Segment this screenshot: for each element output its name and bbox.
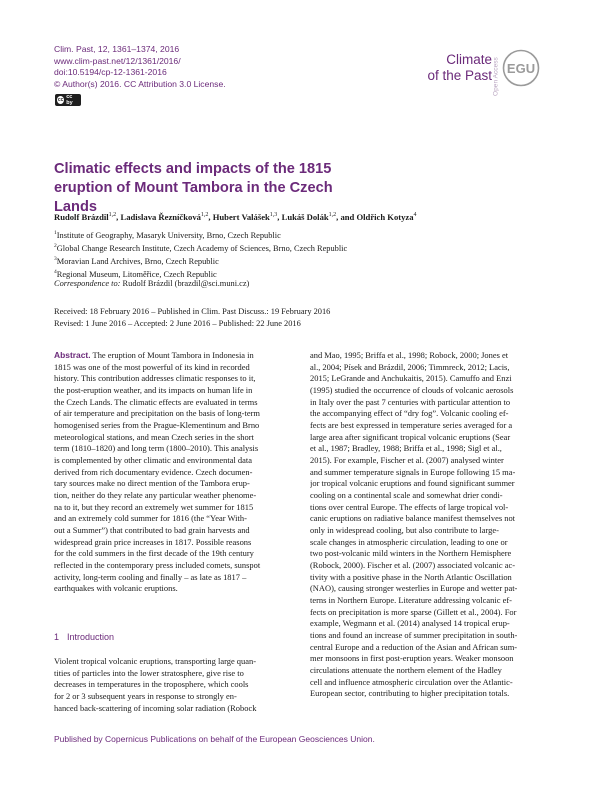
date-line: Received: 18 February 2016 – Published in Clim. Past Discuss.: 19 February 2016 [54, 307, 331, 316]
abstract-line: out a Summer”) that contributed to bad grain harvests and [54, 525, 250, 536]
abstract-line: history. This contribution addresses climatic responses to it, [54, 373, 256, 384]
section-heading [54, 632, 114, 642]
egu-logo-text: EGU [506, 61, 536, 76]
citation: Clim. Past, 12, 1361–1374, 2016 [54, 44, 180, 54]
abstract-label: Abstract. [54, 350, 91, 360]
abstract-line: na to it, but they record an extremely wet summer for 1815 [54, 501, 254, 512]
publication-dates [54, 306, 330, 329]
body-line: al., 2004; Písek and Brázdil, 2006; Timmreck, 2012; Lacis, [310, 361, 510, 372]
body-line: the accompanying effect of “dry fog”. Volcanic cooling ef- [310, 408, 509, 419]
abstract-line: Abstract. The eruption of Mount Tambora in Indonesia in [54, 350, 254, 360]
affiliations [54, 228, 347, 280]
article-url-link[interactable]: www.clim-past.net/12/1361/2016/ [54, 55, 181, 66]
body-line: 2015). For example, Fischer et al. (2007) analysed winter [310, 455, 504, 466]
body-line: cooling on a continental scale and somewhat drier condi- [310, 490, 503, 501]
abstract-line: is complemented by other climatic and environmental data [54, 455, 252, 466]
body-line: et al., 1987; Bradley, 1988; Briffa et al., 1998; Sigl et al., [310, 443, 502, 454]
author[interactable]: Oldřich Kotyza$^4$ [356, 212, 417, 222]
body-line: and summer temperature signals in Europe following 15 ma- [310, 466, 516, 477]
open-access-text: Open Access [492, 57, 500, 96]
affiliation-item: $^2$Global Change Research Institute, Czech Academy of Sciences, Brno, Czech Republic [54, 243, 348, 253]
abstract-line: the Czech Lands. The climatic effects are evaluated in terms [54, 396, 258, 407]
journal-name-line1: Climate [446, 52, 492, 67]
journal-name [427, 52, 492, 83]
abstract-line: and an extremely cold summer for 1816 (the “Year With- [54, 513, 247, 524]
body-line: only in widespread cooling, but also contribute to large- [310, 525, 499, 536]
body-line: decreases in temperatures in the troposphere, which cools [54, 679, 249, 690]
body-line: and Mao, 1995; Briffa et al., 1998; Robock, 2000; Jones et [310, 350, 509, 360]
author[interactable]: Lukáš Dolák$^{1,2}$ [281, 212, 337, 222]
abstract-line: reflected in the contemporary press included comets, sunspot [54, 560, 261, 571]
abstract-line: homogenised series from the Prague-Klementinum and Brno [54, 420, 260, 431]
body-line: (Robock, 2000). Fischer et al. (2007) associated volcanic ac- [310, 560, 516, 571]
body-line: hanced back-scattering of incoming solar radiation (Robock [54, 702, 257, 713]
abstract [54, 350, 297, 595]
body-line: circulations attenuate the northern element of the Hadley [310, 665, 502, 676]
abstract-line: tion, neither do they relate any particular weather phenome- [54, 490, 257, 501]
abstract-line: term (1810–1820) and long term (1800–2010). This analysis [54, 443, 259, 454]
correspondence-label: Correspondence to: [54, 279, 121, 288]
section-title: Introduction [67, 632, 115, 642]
section-number: 1 [54, 632, 60, 642]
abstract-line: tary sources make no direct mention of the Tambora erup- [54, 478, 250, 489]
correspondence-contact[interactable]: Rudolf Brázdil (brazdil@sci.muni.cz) [122, 279, 250, 288]
abstract-line: for the cold summers in the first decade of the 19th century [54, 548, 254, 559]
body-line: Violent tropical volcanic eruptions, transporting large quan- [54, 656, 257, 666]
license-badge-label: cc by [66, 94, 73, 106]
date-line: Revised: 1 June 2016 – Accepted: 2 June 2016 – Published: 22 June 2016 [54, 318, 301, 328]
article-title: Climatic effects and impacts of the 1815 eruption of Mount Tambora in the Czech Lands [54, 161, 333, 215]
author[interactable]: Rudolf Brázdil$^{1,2}$ [54, 212, 117, 222]
body-line: example, Wegmann et al. (2014) analysed 14 tropical erup- [310, 618, 510, 629]
author[interactable]: Hubert Valášek$^{1,3}$ [212, 212, 278, 222]
introduction-text [54, 656, 297, 714]
body-line: scale changes in atmospheric circulation, leading to one or [310, 536, 508, 547]
author-list: Rudolf Brázdil$^{1,2}$, Ladislava Řezníčková$^{1,2}$, Hubert Valášek$^{1,3}$, Lukáš Dolák$^{1,2}$, and Oldřich Kotyza$^4$ [54, 212, 417, 222]
cc-icon: cc [57, 97, 64, 103]
copyright-line: © Author(s) 2016. CC Attribution 3.0 License. [54, 78, 226, 89]
body-line: mer monsoons in first post-eruption years. Weaker monsoon [310, 653, 514, 664]
article-header [54, 44, 226, 90]
correspondence [54, 279, 249, 288]
abstract-line: of air temperature and precipitation on the basis of long-term [54, 408, 260, 419]
body-line: (NAO), causing stronger westerlies in Europe and wetter pat- [310, 583, 518, 594]
body-line: tities of particles into the lower stratosphere, give rise to [54, 667, 244, 678]
body-line: fects on precipitation is more sparse (Gillett et al., 2004). For [310, 606, 517, 617]
body-line: tions and found an increase of summer precipitation in south- [310, 630, 518, 641]
body-line: jor tropical volcanic eruptions and found significant summer [310, 478, 515, 489]
body-line: 2015; LeGrande and Anchukaitis, 2015). Camuffo and Enzi [310, 373, 512, 384]
body-line: tions over central Europe. The effects of large tropical vol- [310, 501, 509, 512]
body-line: cell and influence atmospheric circulation over the Atlantic- [310, 676, 513, 687]
cc-license-badge[interactable] [55, 94, 81, 106]
abstract-line: the post-eruption weather, and its impacts on human life in [54, 385, 253, 396]
body-line: (1995) studied the occurrence of clouds of volcanic aerosols [310, 385, 514, 396]
body-line: in Italy over the past 7 centuries with particular attention to [310, 396, 511, 407]
abstract-line: activity, long-term cooling and finally – as late as 1817 – [54, 571, 247, 582]
abstract-line: widespread grain price increases in 1817. Possible reasons [54, 536, 252, 547]
body-line: central Europe and a reduction of the Asian and African sum- [310, 641, 518, 652]
egu-logo [501, 48, 545, 88]
publisher-footer: Published by Copernicus Publications on behalf of the European Geosciences Union. [54, 734, 375, 744]
body-line: for 2 or 3 subsequent years in response to strongly en- [54, 691, 237, 702]
body-line: tivity with a positive phase in the North Atlantic Oscillation [310, 571, 512, 582]
body-line: terns in Northern Europe. Literature addressing volcanic ef- [310, 595, 512, 606]
affiliation-item: $^3$Moravian Land Archives, Brno, Czech Republic [54, 256, 219, 266]
journal-name-line2: of the Past [427, 67, 492, 83]
body-line: two post-volcanic mild winters in the Northern Hemisphere [310, 548, 512, 559]
body-line: fects are best expressed in temperature series averaged for a [310, 420, 513, 431]
abstract-line: 1815 was one of the most powerful of its kind in recorded [54, 361, 250, 372]
abstract-line: meteorological stations, and mean Czech series in the short [54, 431, 254, 442]
author[interactable]: Ladislava Řezníčková$^{1,2}$ [120, 212, 209, 222]
body-line: large area after significant tropical volcanic eruptions (Sear [310, 431, 511, 442]
affiliation-item: $^4$Regional Museum, Litoměřice, Czech Republic [54, 269, 217, 279]
affiliation-item: $^1$Institute of Geography, Masaryk University, Brno, Czech Republic [54, 230, 281, 240]
abstract-line: earthquakes with volcanic eruptions. [54, 583, 178, 594]
right-column-text [310, 350, 546, 700]
abstract-line: derived from rich documentary evidence. Czech documen- [54, 466, 253, 477]
body-line: canic eruptions on radiative balance manifest themselves not [310, 513, 516, 524]
open-access-label [491, 38, 500, 98]
body-line: European sector, contributing to higher precipitation totals. [310, 688, 510, 699]
doi-link[interactable]: doi:10.5194/cp-12-1361-2016 [54, 67, 167, 78]
